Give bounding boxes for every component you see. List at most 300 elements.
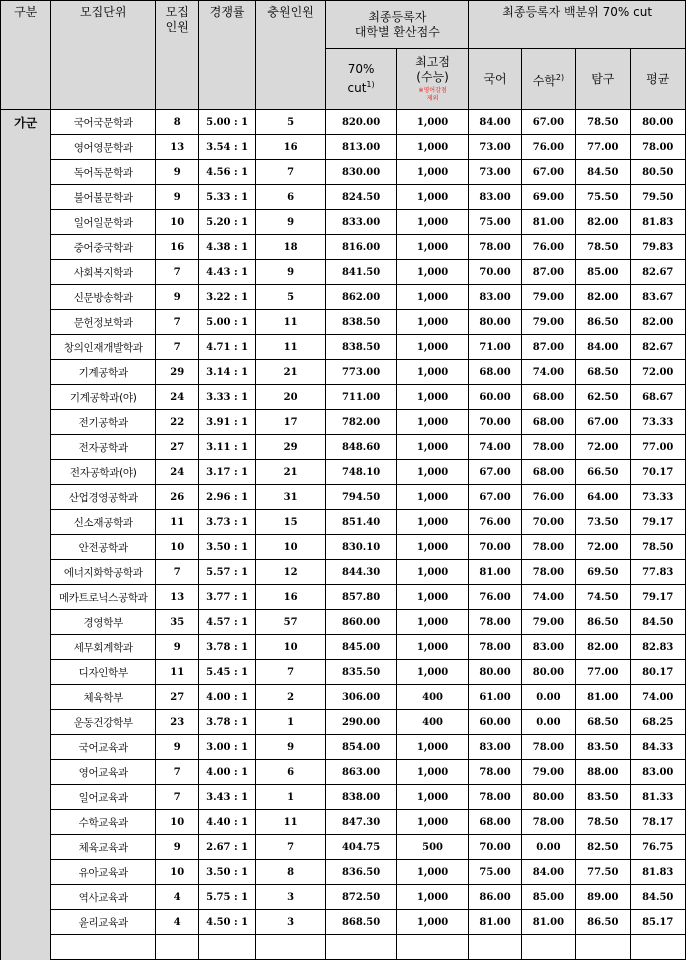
cell-max-score: 1,000	[396, 785, 469, 810]
cell-math: 87.00	[521, 260, 575, 285]
cell-cut70: 862.00	[326, 285, 397, 310]
cell-unit: 사회복지학과	[51, 260, 156, 285]
cell-cut70: 824.50	[326, 185, 397, 210]
cell-additional: 3	[255, 885, 326, 910]
cell-cut70: 847.30	[326, 810, 397, 835]
cell-additional: 1	[255, 710, 326, 735]
table-row	[1, 110, 686, 135]
header-korean: 국어	[469, 49, 521, 110]
cell-competition: 3.33 : 1	[199, 385, 255, 410]
table-row	[1, 585, 686, 610]
header-quota-line1: 모집	[165, 5, 189, 19]
cell-competition: 4.00 : 1	[199, 685, 255, 710]
cell-cut70: 863.00	[326, 760, 397, 785]
cell-math: 83.00	[521, 635, 575, 660]
cell-cut70: 854.00	[326, 735, 397, 760]
cell-max-score: 1,000	[396, 210, 469, 235]
cell-korean: 86.00	[469, 885, 521, 910]
cell-cut70: 836.50	[326, 860, 397, 885]
cell-unit: 창의인재개발학과	[51, 335, 156, 360]
cell-additional: 9	[255, 210, 326, 235]
cell-inquiry: 86.50	[576, 610, 630, 635]
header-cut70-line1: 70%	[347, 62, 375, 76]
table-row	[1, 610, 686, 635]
cell-math: 79.00	[521, 310, 575, 335]
empty-cell	[396, 935, 469, 960]
cell-max-score: 1,000	[396, 860, 469, 885]
cell-competition: 3.78 : 1	[199, 635, 255, 660]
cell-math: 68.00	[521, 410, 575, 435]
table-row	[1, 510, 686, 535]
cell-additional: 29	[255, 435, 326, 460]
cell-max-score: 500	[396, 835, 469, 860]
cell-quota: 10	[156, 810, 199, 835]
cell-unit: 기계공학과(야)	[51, 385, 156, 410]
cell-korean: 78.00	[469, 635, 521, 660]
cell-max-score: 1,000	[396, 760, 469, 785]
cell-cut70: 820.00	[326, 110, 397, 135]
cell-unit: 유아교육과	[51, 860, 156, 885]
cell-quota: 7	[156, 310, 199, 335]
cell-additional: 10	[255, 535, 326, 560]
table-row	[1, 310, 686, 335]
cell-average: 76.75	[630, 835, 686, 860]
cell-additional: 10	[255, 635, 326, 660]
cell-cut70: 833.00	[326, 210, 397, 235]
cell-quota: 9	[156, 185, 199, 210]
cell-korean: 83.00	[469, 185, 521, 210]
cell-average: 80.50	[630, 160, 686, 185]
table-row	[1, 260, 686, 285]
cell-competition: 4.38 : 1	[199, 235, 255, 260]
table-row	[1, 160, 686, 185]
cell-quota: 13	[156, 585, 199, 610]
cell-max-score: 1,000	[396, 485, 469, 510]
cell-quota: 7	[156, 760, 199, 785]
cell-competition: 3.14 : 1	[199, 360, 255, 385]
cell-cut70: 838.50	[326, 335, 397, 360]
cell-cut70: 782.00	[326, 410, 397, 435]
cell-inquiry: 68.50	[576, 360, 630, 385]
cell-competition: 3.91 : 1	[199, 410, 255, 435]
header-max-line1: 최고점	[415, 55, 450, 69]
cell-korean: 78.00	[469, 610, 521, 635]
category-cell: 가군	[1, 110, 51, 960]
cell-math: 85.00	[521, 885, 575, 910]
cell-max-score: 1,000	[396, 360, 469, 385]
cell-quota: 22	[156, 410, 199, 435]
table-row	[1, 635, 686, 660]
cell-competition: 3.00 : 1	[199, 735, 255, 760]
cell-unit: 안전공학과	[51, 535, 156, 560]
cell-additional: 16	[255, 135, 326, 160]
cell-inquiry: 77.00	[576, 660, 630, 685]
cell-additional: 5	[255, 110, 326, 135]
cell-unit: 신문방송학과	[51, 285, 156, 310]
header-unit: 모집단위	[51, 1, 156, 110]
cell-additional: 16	[255, 585, 326, 610]
table-header	[1, 1, 686, 110]
cell-math: 78.00	[521, 560, 575, 585]
header-math	[521, 49, 575, 110]
cell-math: 0.00	[521, 710, 575, 735]
cell-additional: 7	[255, 835, 326, 860]
cell-average: 80.17	[630, 660, 686, 685]
cell-max-score: 1,000	[396, 635, 469, 660]
cell-competition: 3.11 : 1	[199, 435, 255, 460]
cell-quota: 29	[156, 360, 199, 385]
cell-korean: 84.00	[469, 110, 521, 135]
empty-cell	[469, 935, 521, 960]
cell-inquiry: 68.50	[576, 710, 630, 735]
cell-cut70: 290.00	[326, 710, 397, 735]
cell-competition: 4.56 : 1	[199, 160, 255, 185]
cell-quota: 9	[156, 835, 199, 860]
cell-unit: 메카트로닉스공학과	[51, 585, 156, 610]
cell-competition: 3.50 : 1	[199, 860, 255, 885]
cell-max-score: 1,000	[396, 460, 469, 485]
cell-unit: 윤리교육과	[51, 910, 156, 935]
cell-unit: 일어교육과	[51, 785, 156, 810]
cell-quota: 7	[156, 785, 199, 810]
cell-average: 78.00	[630, 135, 686, 160]
cell-additional: 1	[255, 785, 326, 810]
table-row	[1, 385, 686, 410]
cell-competition: 5.75 : 1	[199, 885, 255, 910]
footnote-2-marker: 2)	[555, 72, 565, 82]
cell-additional: 11	[255, 310, 326, 335]
cell-math: 79.00	[521, 610, 575, 635]
cell-korean: 76.00	[469, 585, 521, 610]
cell-max-score: 1,000	[396, 810, 469, 835]
cell-unit: 전기공학과	[51, 410, 156, 435]
cell-unit: 문헌정보학과	[51, 310, 156, 335]
cell-inquiry: 74.50	[576, 585, 630, 610]
cell-max-score: 1,000	[396, 110, 469, 135]
cell-max-score: 1,000	[396, 410, 469, 435]
cell-quota: 10	[156, 210, 199, 235]
cell-math: 78.00	[521, 735, 575, 760]
cell-max-score: 1,000	[396, 260, 469, 285]
cell-korean: 60.00	[469, 710, 521, 735]
cell-math: 74.00	[521, 585, 575, 610]
cell-inquiry: 81.00	[576, 685, 630, 710]
cell-average: 68.25	[630, 710, 686, 735]
cell-unit: 전자공학과(야)	[51, 460, 156, 485]
cell-quota: 27	[156, 685, 199, 710]
cell-cut70: 748.10	[326, 460, 397, 485]
header-additional: 충원인원	[255, 1, 326, 110]
cell-additional: 3	[255, 910, 326, 935]
cell-korean: 83.00	[469, 285, 521, 310]
cell-additional: 18	[255, 235, 326, 260]
table-row	[1, 860, 686, 885]
cell-inquiry: 78.50	[576, 110, 630, 135]
cell-inquiry: 82.00	[576, 635, 630, 660]
cell-korean: 68.00	[469, 360, 521, 385]
cell-additional: 5	[255, 285, 326, 310]
table-row	[1, 735, 686, 760]
table-row	[1, 660, 686, 685]
cell-inquiry: 77.00	[576, 135, 630, 160]
header-quota-line2: 인원	[165, 20, 189, 34]
cell-average: 85.17	[630, 910, 686, 935]
cell-competition: 3.54 : 1	[199, 135, 255, 160]
table-row	[1, 560, 686, 585]
cell-competition: 3.22 : 1	[199, 285, 255, 310]
cell-additional: 57	[255, 610, 326, 635]
cell-math: 74.00	[521, 360, 575, 385]
cell-competition: 3.50 : 1	[199, 535, 255, 560]
cell-max-score: 1,000	[396, 560, 469, 585]
cell-unit: 운동건강학부	[51, 710, 156, 735]
cell-unit: 에너지화학공학과	[51, 560, 156, 585]
cell-additional: 7	[255, 160, 326, 185]
cell-cut70: 848.60	[326, 435, 397, 460]
cell-inquiry: 75.50	[576, 185, 630, 210]
cell-competition: 3.78 : 1	[199, 710, 255, 735]
cell-quota: 10	[156, 535, 199, 560]
header-score-group-line2: 대학별 환산점수	[354, 24, 440, 39]
cell-additional: 11	[255, 335, 326, 360]
cell-inquiry: 82.00	[576, 285, 630, 310]
empty-cell	[326, 935, 397, 960]
cell-korean: 83.00	[469, 735, 521, 760]
cell-inquiry: 69.50	[576, 560, 630, 585]
table-row	[1, 835, 686, 860]
cell-cut70: 816.00	[326, 235, 397, 260]
cell-average: 79.50	[630, 185, 686, 210]
header-quota	[156, 1, 199, 110]
cell-max-score: 1,000	[396, 610, 469, 635]
cell-competition: 5.20 : 1	[199, 210, 255, 235]
cell-average: 79.17	[630, 585, 686, 610]
cell-competition: 4.71 : 1	[199, 335, 255, 360]
cell-korean: 61.00	[469, 685, 521, 710]
cell-inquiry: 86.50	[576, 910, 630, 935]
cell-math: 76.00	[521, 235, 575, 260]
cell-max-score: 1,000	[396, 910, 469, 935]
cell-math: 68.00	[521, 385, 575, 410]
cell-additional: 9	[255, 735, 326, 760]
cell-cut70: 851.40	[326, 510, 397, 535]
cell-max-score: 1,000	[396, 335, 469, 360]
cell-average: 80.00	[630, 110, 686, 135]
cell-average: 81.33	[630, 785, 686, 810]
header-competition: 경쟁률	[199, 1, 255, 110]
table-row	[1, 410, 686, 435]
cell-competition: 5.33 : 1	[199, 185, 255, 210]
cell-additional: 21	[255, 460, 326, 485]
cell-math: 70.00	[521, 510, 575, 535]
cell-unit: 전자공학과	[51, 435, 156, 460]
cell-quota: 26	[156, 485, 199, 510]
cell-cut70: 813.00	[326, 135, 397, 160]
empty-cell	[255, 935, 326, 960]
cell-inquiry: 84.50	[576, 160, 630, 185]
cell-unit: 세무회계학과	[51, 635, 156, 660]
cell-inquiry: 77.50	[576, 860, 630, 885]
cell-unit: 수학교육과	[51, 810, 156, 835]
cell-math: 81.00	[521, 210, 575, 235]
cell-quota: 24	[156, 460, 199, 485]
cell-competition: 4.00 : 1	[199, 760, 255, 785]
cell-competition: 4.50 : 1	[199, 910, 255, 935]
cell-korean: 76.00	[469, 510, 521, 535]
table-row	[1, 360, 686, 385]
cell-korean: 81.00	[469, 560, 521, 585]
cell-korean: 73.00	[469, 160, 521, 185]
cell-average: 82.00	[630, 310, 686, 335]
cell-math: 68.00	[521, 460, 575, 485]
table-row	[1, 460, 686, 485]
table-row	[1, 885, 686, 910]
cell-unit: 경영학부	[51, 610, 156, 635]
cell-average: 79.17	[630, 510, 686, 535]
table-row	[1, 335, 686, 360]
cell-competition: 3.73 : 1	[199, 510, 255, 535]
cell-average: 84.33	[630, 735, 686, 760]
cell-competition: 2.67 : 1	[199, 835, 255, 860]
cell-quota: 9	[156, 285, 199, 310]
cell-average: 68.67	[630, 385, 686, 410]
cell-additional: 17	[255, 410, 326, 435]
cell-cut70: 838.50	[326, 310, 397, 335]
cell-max-score: 400	[396, 710, 469, 735]
cell-cut70: 404.75	[326, 835, 397, 860]
empty-cell	[156, 935, 199, 960]
cell-korean: 80.00	[469, 310, 521, 335]
cell-korean: 60.00	[469, 385, 521, 410]
cell-quota: 13	[156, 135, 199, 160]
cell-math: 87.00	[521, 335, 575, 360]
cell-max-score: 1,000	[396, 235, 469, 260]
cell-max-score: 1,000	[396, 660, 469, 685]
cell-korean: 70.00	[469, 835, 521, 860]
cell-unit: 영어교육과	[51, 760, 156, 785]
cell-max-score: 1,000	[396, 585, 469, 610]
cell-average: 72.00	[630, 360, 686, 385]
cell-inquiry: 82.00	[576, 210, 630, 235]
cell-cut70: 868.50	[326, 910, 397, 935]
cell-unit: 체육교육과	[51, 835, 156, 860]
cell-cut70: 857.80	[326, 585, 397, 610]
cell-average: 74.00	[630, 685, 686, 710]
cell-math: 80.00	[521, 660, 575, 685]
cell-math: 79.00	[521, 285, 575, 310]
cell-inquiry: 84.00	[576, 335, 630, 360]
table-row	[1, 185, 686, 210]
cell-unit: 독어독문학과	[51, 160, 156, 185]
cell-inquiry: 82.50	[576, 835, 630, 860]
cell-max-score: 1,000	[396, 135, 469, 160]
cell-average: 78.17	[630, 810, 686, 835]
cell-korean: 70.00	[469, 410, 521, 435]
cell-inquiry: 64.00	[576, 485, 630, 510]
cell-cut70: 872.50	[326, 885, 397, 910]
cell-korean: 80.00	[469, 660, 521, 685]
cell-inquiry: 67.00	[576, 410, 630, 435]
cell-additional: 7	[255, 660, 326, 685]
cell-math: 0.00	[521, 685, 575, 710]
cell-quota: 4	[156, 910, 199, 935]
cell-inquiry: 72.00	[576, 535, 630, 560]
cell-cut70: 306.00	[326, 685, 397, 710]
header-max-score	[396, 49, 469, 110]
cell-korean: 67.00	[469, 485, 521, 510]
cell-cut70: 860.00	[326, 610, 397, 635]
cell-additional: 6	[255, 760, 326, 785]
cell-quota: 11	[156, 660, 199, 685]
cell-additional: 31	[255, 485, 326, 510]
cell-quota: 11	[156, 510, 199, 535]
header-category: 구분	[1, 1, 51, 110]
cell-competition: 4.43 : 1	[199, 260, 255, 285]
cell-math: 67.00	[521, 160, 575, 185]
cell-max-score: 1,000	[396, 435, 469, 460]
header-cut70-line2: cut	[347, 81, 367, 95]
cell-math: 79.00	[521, 760, 575, 785]
empty-cell	[576, 935, 630, 960]
cell-quota: 35	[156, 610, 199, 635]
cell-max-score: 400	[396, 685, 469, 710]
cell-max-score: 1,000	[396, 185, 469, 210]
table-row	[1, 760, 686, 785]
cell-cut70: 830.00	[326, 160, 397, 185]
cell-cut70: 835.50	[326, 660, 397, 685]
cell-quota: 10	[156, 860, 199, 885]
cell-math: 78.00	[521, 435, 575, 460]
cell-unit: 국어국문학과	[51, 110, 156, 135]
cell-cut70: 844.30	[326, 560, 397, 585]
cell-average: 82.83	[630, 635, 686, 660]
cell-max-score: 1,000	[396, 160, 469, 185]
cell-math: 69.00	[521, 185, 575, 210]
cell-unit: 영어영문학과	[51, 135, 156, 160]
cell-average: 83.67	[630, 285, 686, 310]
header-max-line2: (수능)	[416, 70, 449, 84]
cell-korean: 71.00	[469, 335, 521, 360]
cell-inquiry: 73.50	[576, 510, 630, 535]
cell-math: 76.00	[521, 135, 575, 160]
cell-inquiry: 78.50	[576, 810, 630, 835]
cell-math: 78.00	[521, 810, 575, 835]
cell-max-score: 1,000	[396, 735, 469, 760]
cell-competition: 3.43 : 1	[199, 785, 255, 810]
cell-unit: 일어일문학과	[51, 210, 156, 235]
cell-competition: 2.96 : 1	[199, 485, 255, 510]
cell-average: 81.83	[630, 860, 686, 885]
cell-math: 80.00	[521, 785, 575, 810]
table-row	[1, 785, 686, 810]
empty-cell	[199, 935, 255, 960]
cell-korean: 67.00	[469, 460, 521, 485]
cell-competition: 4.57 : 1	[199, 610, 255, 635]
table-row	[1, 535, 686, 560]
cell-additional: 8	[255, 860, 326, 885]
cell-math: 76.00	[521, 485, 575, 510]
table-row	[1, 910, 686, 935]
english-deduction-note-line1: ※영어감점	[418, 87, 447, 94]
cell-korean: 75.00	[469, 860, 521, 885]
english-deduction-note-line2: 제외	[426, 95, 439, 102]
cell-average: 83.00	[630, 760, 686, 785]
cell-average: 73.33	[630, 485, 686, 510]
cell-average: 79.83	[630, 235, 686, 260]
cell-average: 73.33	[630, 410, 686, 435]
cell-average: 81.83	[630, 210, 686, 235]
cell-korean: 74.00	[469, 435, 521, 460]
